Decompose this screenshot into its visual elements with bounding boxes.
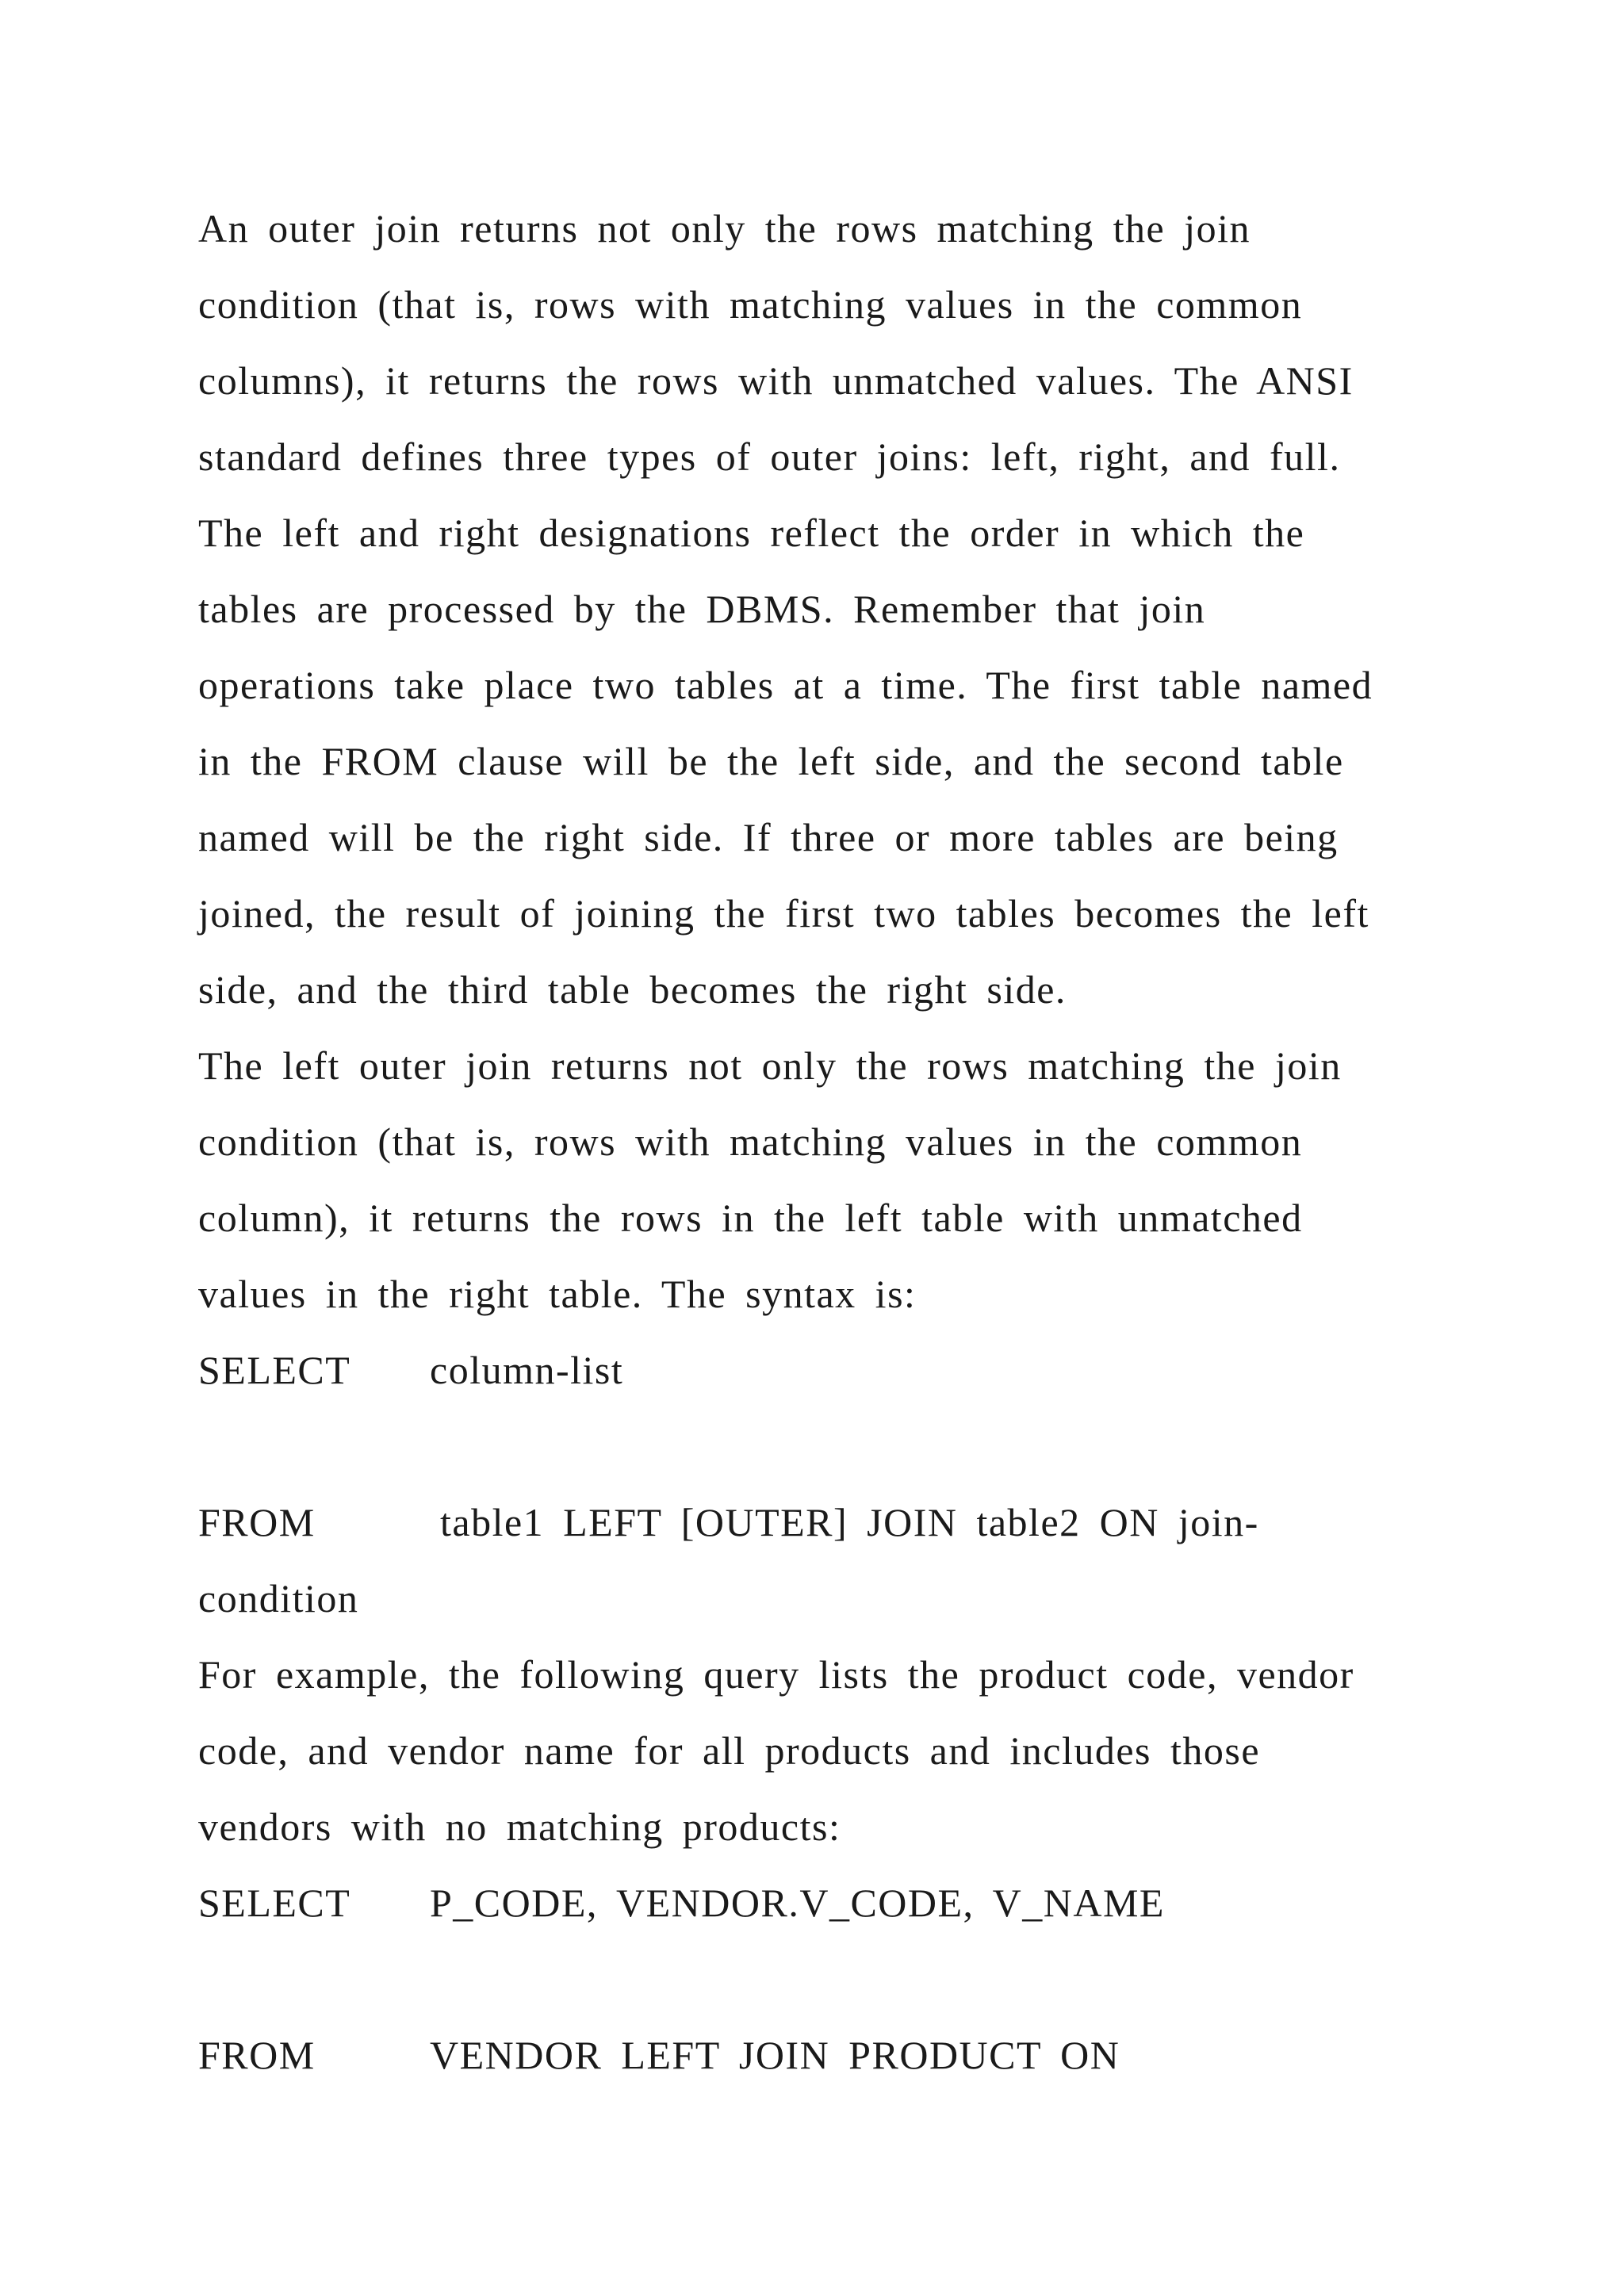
- text-line: vendors with no matching products:: [198, 1804, 841, 1849]
- sql-keyword-from: FROM: [198, 1500, 316, 1544]
- text-line: condition (that is, rows with matching values in the common: [198, 1119, 1303, 1164]
- sql-from-tables: VENDOR LEFT JOIN PRODUCT ON: [430, 2033, 1120, 2077]
- text-line: column), it returns the rows in the left table with unmatched: [198, 1196, 1303, 1240]
- example-from-line: [198, 2017, 1435, 2093]
- sql-select-argument: column-list: [430, 1348, 624, 1392]
- text-line: An outer join returns not only the rows matching the join: [198, 206, 1251, 251]
- sql-keyword-select: SELECT: [198, 1881, 351, 1925]
- text-line: tables are processed by the DBMS. Remember that join: [198, 587, 1206, 631]
- text-line: joined, the result of joining the first two tables becomes the left: [198, 891, 1369, 936]
- document-body: [198, 190, 1435, 2093]
- syntax-from-line: [198, 1484, 1435, 1560]
- paragraph-left-outer-join: [198, 1027, 1435, 1332]
- text-line: For example, the following query lists the product code, vendor: [198, 1652, 1354, 1697]
- blank-line: [198, 1408, 1435, 1484]
- text-line: columns), it returns the rows with unmatched values. The ANSI: [198, 358, 1354, 403]
- paragraph-example-intro: [198, 1636, 1435, 1865]
- text-line: code, and vendor name for all products and includes those: [198, 1728, 1261, 1773]
- example-query-block: [198, 1865, 1435, 2093]
- blank-line: [198, 1941, 1435, 2017]
- sql-from-continuation: condition: [198, 1576, 359, 1621]
- sql-keyword-from: FROM: [198, 2033, 316, 2077]
- text-line: The left and right designations reflect the order in which the: [198, 511, 1305, 555]
- paragraph-outer-join-intro: [198, 190, 1435, 1027]
- sql-from-argument: table1 LEFT [OUTER] JOIN table2 ON join-: [440, 1500, 1259, 1544]
- text-line: in the FROM clause will be the left side, and the second table: [198, 739, 1344, 783]
- text-line: named will be the right side. If three or more tables are being: [198, 815, 1339, 859]
- text-line: side, and the third table becomes the right side.: [198, 967, 1067, 1012]
- text-line: operations take place two tables at a time. The first table named: [198, 663, 1373, 707]
- text-line: values in the right table. The syntax is:: [198, 1272, 917, 1316]
- sql-keyword-select: SELECT: [198, 1348, 351, 1392]
- text-line: condition (that is, rows with matching values in the common: [198, 282, 1303, 327]
- syntax-select-line: [198, 1332, 1435, 1408]
- text-line: The left outer join returns not only the rows matching the join: [198, 1043, 1342, 1088]
- example-select-line: [198, 1865, 1435, 1941]
- syntax-block: [198, 1332, 1435, 1636]
- text-line: standard defines three types of outer joins: left, right, and full.: [198, 434, 1341, 479]
- sql-select-columns: P_CODE, VENDOR.V_CODE, V_NAME: [430, 1881, 1165, 1925]
